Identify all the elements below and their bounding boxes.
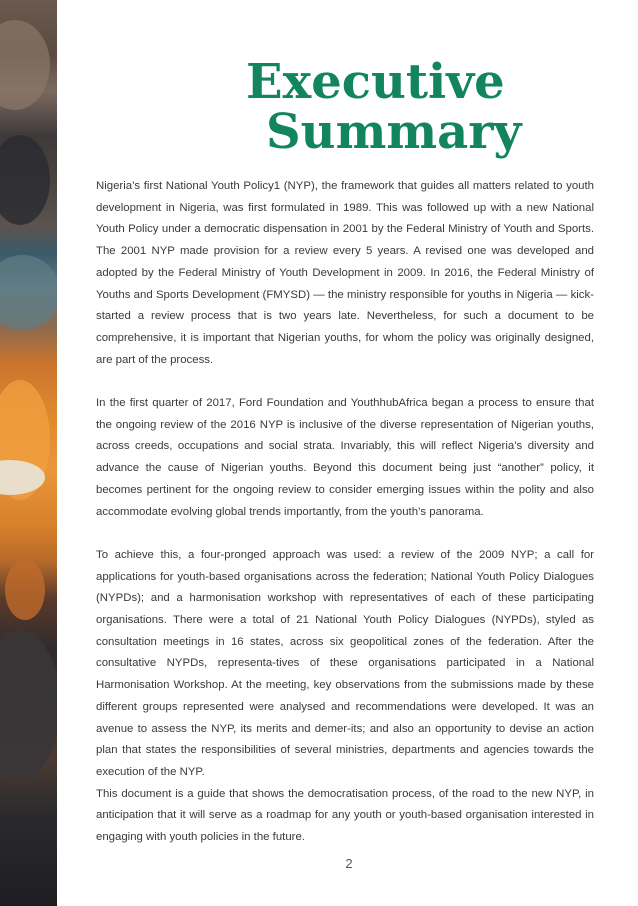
- body-text: [96, 176, 594, 849]
- paragraph-2: In the first quarter of 2017, Ford Foundation and YouthhubAfrica began a process to ensure that the ongoing review of the 2016 NYP is inclusive of the diverse representation of Nigerian youths, across creeds, occupations and social strata. Invariably, this will reflect Nigeria’s diversity and advance the cause of Nigerian youths. Beyond this document being just “another” policy, it becomes pertinent for the ongoing review to consider emerging issues within the polity and also accommodate evolving global trends importantly, from the youth’s panorama.: [96, 397, 594, 518]
- page-title: [230, 54, 522, 160]
- paragraph-3: To achieve this, a four-pronged approach was used: a review of the 2009 NYP; a call for applications for youth-based organisations across the federation; National Youth Policy Dialogues (NYPDs); and a harmonisation workshop with representatives of each of these participating organisations. There were a total of 21 National Youth Policy Dialogues (NYPDs), styled as consultation meetings in 16 states, across six geopolitical zones of the federation. After the consultative NYPDs, representa-tives of these organisations participated in a National Harmonisation Workshop. At the meeting, key observations from the submissions made by these different groups represented were analysed and recommendations were developed. It was an avenue to assess the NYP, its merits and demer-its; and also an opportunity to devise an action plan that states the responsibilities of several ministries, departments and agencies towards the execution of the NYP.: [96, 548, 594, 778]
- paragraph-1: Nigeria’s first National Youth Policy1 (NYP), the framework that guides all matters related to youth development in Nigeria, was first formulated in 1989. This was followed up with a new National Youth Policy under a democratic dispensation in 2001 by the Federal Ministry of Youth and Sports. The 2001 NYP made provision for a review every 5 years. A revised one was developed and adopted by the Federal Ministry of Youth Development in 2009. In 2016, the Federal Ministry of Youths and Sports Development (FMYSD) — the ministry responsible for youths in Nigeria — kick-started a review process that is two years late. Nevertheless, for such a document to be comprehensive, it is important that Nigerian youths, for whom the policy was originally designed, are part of the process.: [96, 180, 594, 366]
- page-number: 2: [345, 856, 353, 871]
- title-line-2: Summary: [266, 104, 522, 160]
- cover-photo-strip: [0, 0, 57, 906]
- title-line-1: Executive: [246, 54, 505, 110]
- paragraph-4: This document is a guide that shows the democratisation process, of the road to the new NYP, in anticipation that it will serve as a roadmap for any youth or youth-based organisation interested in engaging with youth policies in the future.: [96, 787, 594, 844]
